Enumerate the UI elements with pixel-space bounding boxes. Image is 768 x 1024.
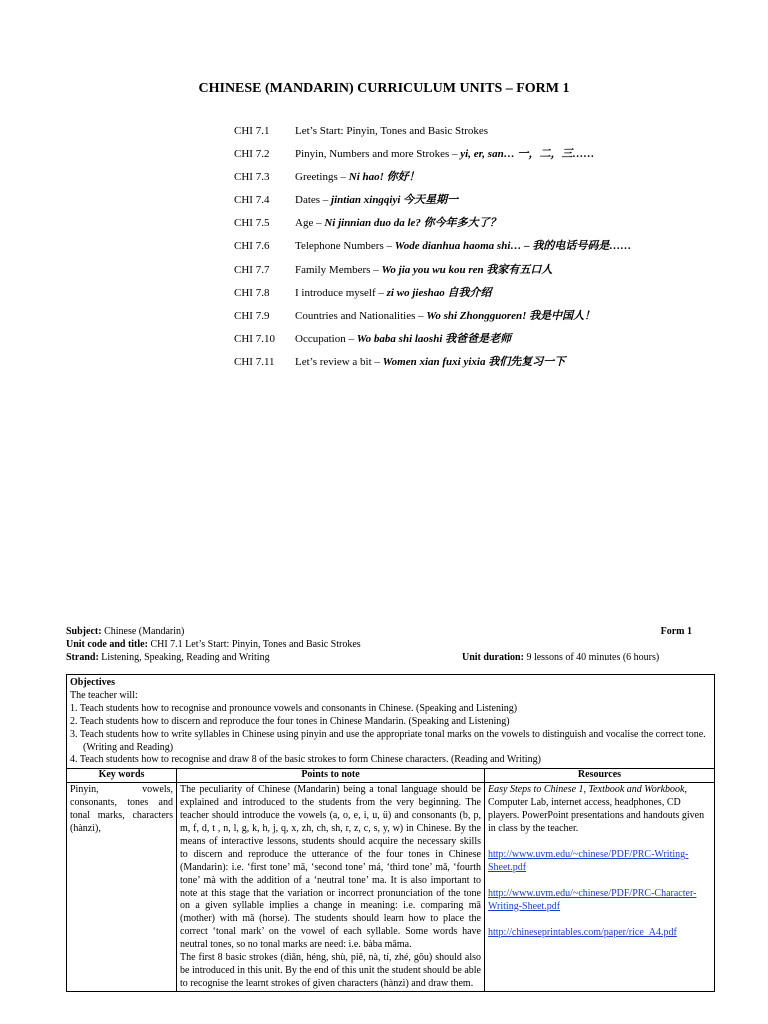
unit-code: CHI 7.1 xyxy=(234,125,270,137)
unit-code: CHI 7.3 xyxy=(234,171,270,184)
unit-row xyxy=(234,147,754,170)
points-text: The peculiarity of Chinese (Mandarin) being a tonal language should be explained and introduced to the students from the very beginning. The teacher should introduce the vowels (a, o, e, i, u, ü) and consonants (b, p, m, f, d, t , n, l, g, k, h, j, q, x, zh, ch, sh, r, z, c, s, y, w) in Chinese. By the means of interactive lessons, students should acquire the necessary skills to discern and reproduce the utterance of the four tones in Chinese (Mandarin): i.e. ‘first tone’ mā, ‘second tone’ má, ‘third tone’ mǎ, ‘fourth tone’ mà with the addition of a ‘neutral tone’ ma. It is also important to note at this stage that the variation or incorrect pronunciation of the tone on a given syllable implies a change in meaning: i.e. comparing mā (mother) with mǎ (horse). The students should learn how to place the correct ‘tonal mark’ on the vowel of each syllable. Some words have neutral tones, so no tonal marks are need: i.e. bàba māma. xyxy=(180,784,481,951)
unit-title: Family Members – Wo jia you wu kou ren 我家有五口人 xyxy=(295,263,553,276)
objective-item: 4. Teach students how to recognise and draw 8 of the basic strokes to form Chinese characters. (Reading and Writing) xyxy=(70,754,541,766)
keywords-text: Pinyin, vowels, consonants, tones and tonal marks, characters (hànzì), xyxy=(70,784,173,834)
points-cell xyxy=(177,783,485,992)
unit-code: CHI 7.10 xyxy=(234,332,275,345)
duration-value: 9 lessons of 40 minutes (6 hours) xyxy=(523,652,660,663)
strand-value: Listening, Speaking, Reading and Writing xyxy=(98,652,270,663)
unit-table xyxy=(66,674,715,992)
resource-link[interactable]: http://chineseprintables.com/paper/rice_A4.pdf xyxy=(488,926,677,938)
unit-code: CHI 7.9 xyxy=(234,309,270,322)
unit-row xyxy=(234,193,754,216)
page-title: CHINESE (MANDARIN) CURRICULUM UNITS – FORM 1 xyxy=(198,81,570,96)
unit-code: CHI 7.6 xyxy=(234,240,270,253)
unit-code: CHI 7.11 xyxy=(234,355,275,368)
resource-link[interactable]: http://www.uvm.edu/~chinese/PDF/PRC-Writing-Sheet.pdf xyxy=(488,848,689,873)
unit-title: Greetings – Ni hao! 你好！ xyxy=(295,171,420,184)
unit-row xyxy=(234,170,754,193)
objectives-heading: Objectives xyxy=(70,677,115,688)
unit-row xyxy=(234,216,754,239)
form-label: Form 1 xyxy=(660,626,692,637)
objectives-cell xyxy=(67,675,715,769)
unit-title: Pinyin, Numbers and more Strokes – yi, er, san… 一，二，三…… xyxy=(295,148,595,161)
objectives-intro: The teacher will: xyxy=(70,689,138,701)
points-header: Points to note xyxy=(177,769,485,783)
unit-row xyxy=(234,286,754,309)
unit-code: CHI 7.4 xyxy=(234,194,270,207)
unit-code: CHI 7.5 xyxy=(234,217,270,230)
unit-row xyxy=(234,355,754,378)
resources-header: Resources xyxy=(485,769,715,783)
unit-title: Occupation – Wo baba shi laoshi 我爸爸是老师 xyxy=(295,332,512,345)
unit-code: CHI 7.7 xyxy=(234,263,270,276)
objective-item: 1. Teach students how to recognise and pronounce vowels and consonants in Chinese. (Speaking and Listening) xyxy=(70,702,518,714)
unit-code: CHI 7.8 xyxy=(234,286,270,299)
unit-title: Countries and Nationalities – Wo shi Zhongguoren! 我是中国人！ xyxy=(295,309,596,322)
unit-title: Age – Ni jinnian duo da le? 你今年多大了？ xyxy=(295,217,501,230)
objective-item: 3. Teach students how to write syllables in Chinese using pinyin and use the appropriate tonal marks on the vowels to distinguish and vocalise the correct tone. (Writing and Reading) xyxy=(70,728,706,753)
unit-row xyxy=(234,309,754,332)
resources-cell xyxy=(485,783,715,992)
resource-link[interactable]: http://www.uvm.edu/~chinese/PDF/PRC-Character-Writing-Sheet.pdf xyxy=(488,887,697,912)
unit-meta xyxy=(66,625,692,664)
unit-row xyxy=(234,239,754,262)
duration-label: Unit duration: xyxy=(462,652,524,663)
subject-label: Subject: xyxy=(66,626,102,637)
unit-title: Let’s review a bit – Women xian fuxi yixia 我们先复习一下 xyxy=(295,355,566,368)
unit-title: Let’s Start: Pinyin, Tones and Basic Strokes xyxy=(295,125,489,137)
unit-title: Dates – jintian xingqiyi 今天星期一 xyxy=(295,194,459,207)
resource-equipment: Computer Lab, internet access, headphones, CD players. PowerPoint presentations and handouts given in class by the teacher. xyxy=(488,797,705,834)
unit-title: I introduce myself – zi wo jieshao 自我介绍 xyxy=(295,286,492,299)
subject-value: Chinese (Mandarin) xyxy=(101,626,185,637)
strand-label: Strand: xyxy=(66,652,99,663)
unit-label: Unit code and title: xyxy=(66,639,148,650)
unit-title: Telephone Numbers – Wode dianhua haoma shi… – 我的电话号码是…… xyxy=(295,240,632,253)
objective-item: 2. Teach students how to discern and reproduce the four tones in Chinese Mandarin. (Speaking and Listening) xyxy=(70,715,510,727)
points-text-strokes: The first 8 basic strokes (diǎn, héng, shù, piě, nà, tí, zhé, gōu) should also be introduced in this unit. By the end of this unit the student should be able to recognise the learnt strokes of given characters (hànzì) and draw them. xyxy=(180,952,481,989)
unit-row xyxy=(234,124,754,147)
unit-list xyxy=(234,124,754,378)
unit-row xyxy=(234,332,754,355)
unit-value: CHI 7.1 Let’s Start: Pinyin, Tones and Basic Strokes xyxy=(147,639,361,650)
unit-row xyxy=(234,263,754,286)
keywords-header: Key words xyxy=(67,769,177,783)
objectives-list xyxy=(70,703,711,768)
keywords-cell xyxy=(67,783,177,992)
unit-code: CHI 7.2 xyxy=(234,148,270,161)
resource-book: Easy Steps to Chinese 1, Textbook and Workbook, xyxy=(488,784,687,796)
